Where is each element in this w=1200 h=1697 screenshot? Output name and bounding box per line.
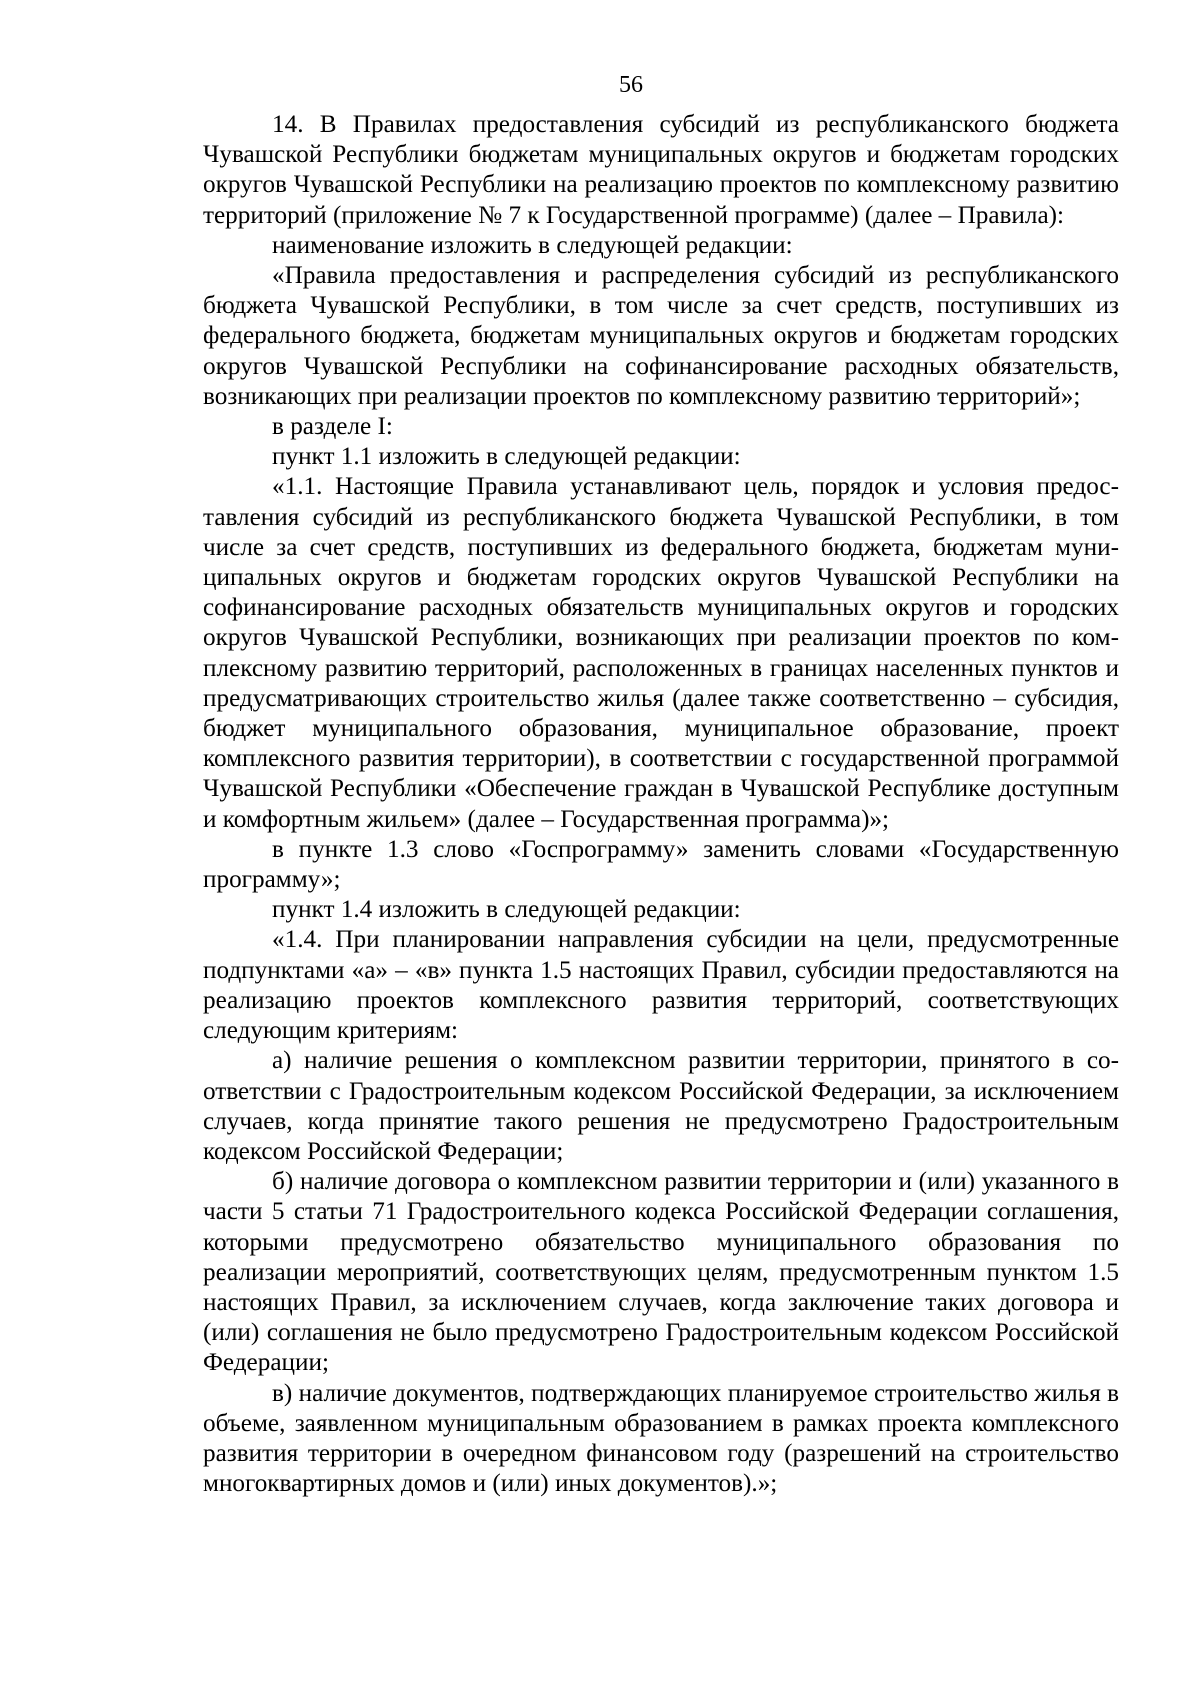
page-number: 56 — [619, 72, 643, 98]
paragraph-point-1-4: «1.4. При планировании направления субсидии на цели, предусмотренные подпунктами «а» – «в» пункта 1.5 настоящих Правил, субсидии предоставляются на реализацию проектов комплексного развития территорий, соответствующих следующим критериям: — [203, 926, 1119, 1045]
paragraph-section-1: в разделе I: — [272, 413, 393, 441]
paragraph-criterion-b: б) наличие договора о комплексном развитии территории и (или) указанного в части 5 статьи 71 Градостроительного кодекса Российской Федерации соглашения, которыми предусмотрено обязательство муниципального образования по реализации мероприятий, соответствующих целям, предусмотренным пунктом 1.5 настоящих Правил, за исключением случаев, когда заключение таких договора и (или) соглашения не было предусмотрено Градостроительным кодексом Российской Федерации; — [203, 1168, 1119, 1377]
document-body — [203, 110, 1119, 1499]
paragraph-point-1-1: «1.1. Настоящие Правила устанавливают цель, порядок и условия предоставления субсидий из республиканского бюджета Чувашской Республики, в том числе за счет средств, поступивших из федерального бюджета, бюджетам муниципальных округов и бюджетам городских округов Чувашской Республики на софинансирование расходных обязательств муниципальных округов и городских округов Чувашской Республики, возникающих при реализации проектов по комплексному развитию территорий, расположенных в границах населенных пунктов и предусматривающих строительство жилья (далее также соответственно – субсидия, бюджет муниципального образования, муниципальное образование, проект комплексного развития территории), в соответствии с государственной программой Чувашской Республики «Обеспечение граждан в Чувашской Республике доступным и комфортным жильем» (далее – Государственная программа)»; — [203, 473, 1119, 833]
paragraph-criterion-a: а) наличие решения о комплексном развитии территории, принятого в соответствии с Градостроительным кодексом Российской Федерации, за исключением случаев, когда принятие такого решения не предусмотрено Градостроительным кодексом Российской Федерации; — [203, 1047, 1119, 1165]
paragraph-criterion-v: в) наличие документов, подтверждающих планируемое строительство жилья в объеме, заявленном муниципальным образованием в рамках проекта комплексного развития территории в очередном финансовом году (разрешений на строительство многоквартирных домов и (или) иных документов).»; — [203, 1379, 1119, 1498]
paragraph-new-title: «Правила предоставления и распределения субсидий из республиканского бюджета Чувашской Республики, в том числе за счет средств, поступивших из федерального бюджета, бюджетам муниципальных округов и бюджетам городских округов Чувашской Республики на софинансирование расходных обязательств, возникающих при реализации проектов по комплексному развитию территорий»; — [203, 262, 1119, 410]
paragraph-point-1-1-instruction: пункт 1.1 изложить в следующей редакции: — [272, 443, 741, 471]
paragraph-point-1-3: в пункте 1.3 слово «Госпрограмму» заменить словами «Государственную программу»; — [203, 835, 1119, 894]
paragraph-item-14: 14. В Правилах предоставления субсидий из республиканского бюджета Чувашской Республики бюджетам муниципальных округов и бюджетам городских округов Чувашской Республики на реализацию проектов по комплексному развитию территорий (приложение № 7 к Государственной программе) (далее – Правила): — [203, 111, 1119, 229]
paragraph-title-instruction: наименование изложить в следующей редакции: — [272, 231, 793, 259]
paragraph-point-1-4-instruction: пункт 1.4 изложить в следующей редакции: — [272, 896, 741, 924]
